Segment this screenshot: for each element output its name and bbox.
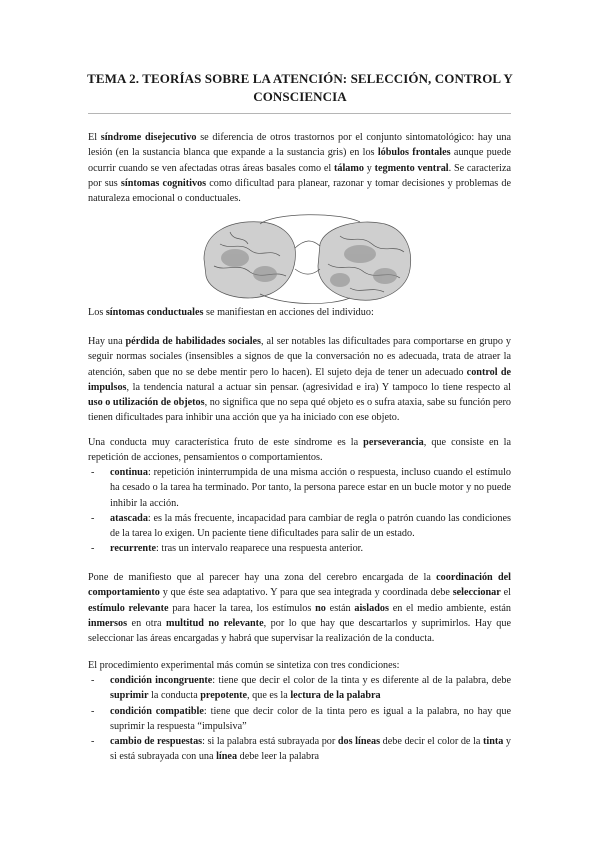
- list-item-text: y si está subrayada con una: [110, 736, 512, 763]
- document-title: TEMA 2. TEORÍAS SOBRE LA ATENCIÓN: SELECCIÓN, CONTROL Y CONSCIENCIA: [87, 71, 513, 104]
- list-dash: -: [91, 512, 95, 524]
- term-control-impulsos: control de impulsos: [88, 366, 512, 393]
- title-divider: [88, 113, 511, 114]
- list-item-term: lectura de la palabra: [290, 690, 381, 702]
- paragraph-coordinacion: [88, 570, 511, 646]
- list-item-term: recurrente: [110, 543, 157, 555]
- term-lobulos-frontales: lóbulos frontales: [377, 147, 451, 159]
- text-run: , que consiste en la repetición de acciones, pensamientos o comportamientos.: [88, 437, 511, 464]
- list-dash: -: [91, 675, 95, 686]
- term-aislados: aislados: [354, 602, 389, 614]
- list-item: [88, 511, 511, 542]
- term-multitud-no-relevante: multitud no relevante: [165, 617, 264, 629]
- list-item-text: : si la palabra está subrayada por: [202, 736, 338, 748]
- list-item-term: suprimir: [110, 690, 149, 702]
- text-run: El: [88, 132, 101, 143]
- term-perseverancia: perseverancia: [363, 437, 424, 448]
- list-item: [88, 704, 511, 735]
- conditions-list: [88, 673, 511, 765]
- list-item: [88, 673, 511, 704]
- list-item-text: : repetición ininterrumpida de una misma acción o respuesta, incluso cuando el estímulo ha cesado o la tarea ha terminado. Por tanto, la persona parece estar en un bucle motor y no puede inhibir la acción.: [110, 467, 511, 509]
- text-run: están: [325, 602, 355, 614]
- term-perdida-habilidades-sociales: pérdida de habilidades sociales: [125, 336, 262, 347]
- text-run: se manifiestan en acciones del individuo:: [203, 307, 374, 318]
- text-run: para hacer la tarea, los estímulos: [168, 602, 316, 614]
- text-run: se diferencia de otros trastornos por el conjunto sintomatológico: hay una lesión (en la sustancia blanca que expande a la sustancia gris) en los: [88, 132, 511, 159]
- list-item-text: debe leer la palabra: [237, 751, 320, 763]
- list-dash: -: [91, 705, 95, 717]
- list-item-text: : es la más frecuente, incapacidad para cambiar de regla o patrón cuando las condiciones de la tarea lo exigen. Un paciente tiene dificultades para salir de un estado.: [110, 512, 511, 540]
- text-run: Pone de manifiesto que al parecer hay una zona del cerebro encargada de la: [88, 572, 437, 583]
- text-run: y que éste sea adaptativo. Y para que sea integrada y coordinada debe: [159, 587, 453, 599]
- text-run: aunque puede ocurrir cuando se ven afectadas otras áreas basales como el: [88, 147, 511, 174]
- list-dash: -: [91, 467, 95, 478]
- list-item-term: condición incongruente: [110, 675, 213, 686]
- text-run: Hay una: [88, 336, 126, 347]
- brain-illustration: [200, 214, 415, 304]
- paragraph-habilidades-sociales: [88, 334, 511, 426]
- text-run: como dificultad para planear, razonar y tomar decisiones y problemas de naturaleza emocional o conductuales.: [88, 177, 512, 205]
- list-item: [88, 541, 511, 556]
- list-item-term: tinta: [482, 736, 504, 748]
- text-run: Los: [88, 307, 106, 318]
- list-item-term: prepotente: [200, 690, 248, 702]
- list-item-text: : tras un intervalo reaparece una respuesta anterior.: [156, 543, 364, 555]
- text-run: , no significa que no sepa qué objeto es o sufra ataxia, sabe su función pero tienen dificultades para inhibir una acción que ya ha iniciado con ese objeto.: [88, 397, 511, 424]
- term-sindrome-disejecutivo: síndrome disejecutivo: [100, 132, 197, 143]
- text-run: y: [363, 162, 375, 174]
- paragraph-sintomas-conductuales: [88, 305, 511, 320]
- list-item-text: la conducta: [148, 690, 201, 702]
- list-item-term: continua: [110, 467, 148, 478]
- list-item-term: línea: [216, 751, 238, 763]
- text-run: El procedimiento experimental más común se sintetiza con tres condiciones:: [88, 660, 400, 671]
- list-item: [88, 734, 511, 765]
- term-seleccionar: seleccionar: [452, 587, 501, 599]
- list-item-text: debe decir el color de la: [380, 736, 483, 748]
- list-item-term: dos líneas: [337, 736, 381, 748]
- text-run: , por lo que hay que descartarlos y suprimirlos. Hay que seleccionar las áreas encargadas y habrá que supervisar la realización de la conducta.: [88, 617, 511, 645]
- text-run: , al ser notables las dificultades para comportarse en grupo y seguir normas sociales (insensibles a signos de que la conversación no es adecuada, trata de atraer la atención, saben que no se debe mentir pero lo hacen). El sujeto deja de tener un adecuado: [88, 336, 511, 378]
- text-run: . Se caracteriza por sus: [88, 162, 512, 189]
- term-uso-objetos: uso o utilización de objetos: [88, 397, 205, 409]
- text-run: , la tendencia natural a actuar sin pensar. (agresividad e ira) Y tampoco lo tiene respecto al: [126, 381, 511, 393]
- term-sintomas-cognitivos: síntomas cognitivos: [120, 177, 207, 189]
- term-sintomas-conductuales: síntomas conductuales: [105, 307, 204, 318]
- list-dash: -: [91, 543, 95, 555]
- list-item-text: : tiene que decir color de la tinta pero es igual a la palabra, no hay que suprimir la respuesta “impulsiva”: [110, 705, 511, 732]
- term-talamo: tálamo: [333, 162, 364, 174]
- term-estimulo-relevante: estímulo relevante: [88, 602, 169, 614]
- list-dash: -: [91, 736, 95, 748]
- term-inmersos: inmersos: [88, 617, 128, 629]
- paragraph-perseverancia: [88, 435, 511, 466]
- text-run: el: [500, 587, 511, 599]
- perseverancia-types-list: [88, 465, 511, 557]
- term-tegmento-ventral: tegmento ventral: [374, 162, 449, 174]
- list-item-term: cambio de respuestas: [110, 736, 203, 748]
- term-no: no: [315, 602, 326, 614]
- list-item-text: : tiene que decir el color de la tinta y es diferente al de la palabra, debe: [212, 675, 511, 686]
- text-run: en otra: [127, 617, 166, 629]
- paragraph-procedimiento: [88, 658, 511, 673]
- list-item-term: atascada: [110, 512, 148, 524]
- list-item-term: condición compatible: [110, 705, 204, 717]
- text-run: Una conducta muy característica fruto de este síndrome es la: [88, 437, 364, 448]
- paragraph-sindrome-disejecutivo: [88, 130, 511, 206]
- text-run: en el medio ambiente, están: [388, 602, 512, 614]
- list-item: [88, 465, 511, 511]
- term-coordinacion-comportamiento: coordinación del comportamiento: [88, 572, 511, 599]
- list-item-text: , que es la: [247, 690, 291, 702]
